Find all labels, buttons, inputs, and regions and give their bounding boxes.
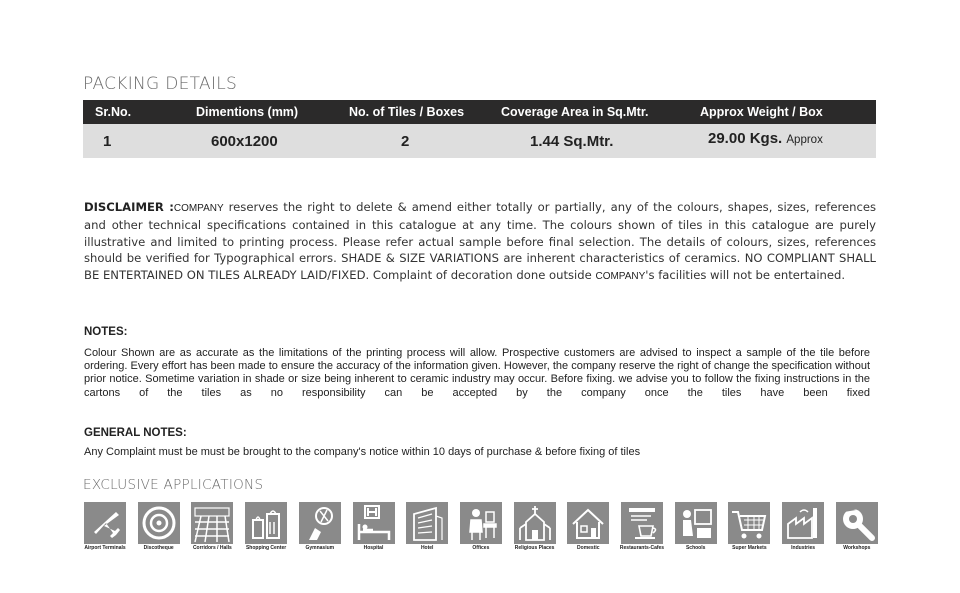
disclaimer-text-1: reserves the right to delete & amend either totally or partially, any of the colours, shapes, sizes, references and other technical specifications contained in this catalogue at any time. The colours shown of tiles in this catalogue are purely illustrative and limited to printing process. Please refer actual sample before final selection. The details of colours, sizes, references should be verified for Typographical errors. SHADE & SIZE VARIATIONS are inherent characteristics of ceramics. NO COMPLIANT SHALL BE ENTERTAINED ON TILES ALREADY LAID/FIXED. Complaint of decoration done outside: [84, 200, 877, 282]
office-icon: [460, 502, 502, 544]
cafe-icon: [621, 502, 663, 544]
application-wrench: [835, 502, 883, 558]
airplane-icon: [84, 502, 126, 544]
hospital-icon: [353, 502, 395, 544]
house-icon: [567, 502, 609, 544]
application-disc: [137, 502, 185, 558]
applications-grid: [83, 502, 878, 558]
school-icon: [675, 502, 717, 544]
exclusive-applications-title: EXCLUSIVE APPLICATIONS: [83, 477, 264, 493]
disclaimer-text-2: 's facilities will not be entertained.: [645, 267, 846, 282]
application-shopping: [244, 502, 292, 558]
disclaimer: [84, 199, 876, 285]
header-coverage: Coverage Area in Sq.Mtr.: [501, 105, 649, 119]
application-hospital: [352, 502, 400, 558]
cart-icon: [728, 502, 770, 544]
disc-icon: [138, 502, 180, 544]
application-label: Offices: [472, 545, 490, 551]
packing-table: [83, 100, 876, 158]
header-sr-no: Sr.No.: [95, 105, 132, 119]
packing-details-title: PACKING DETAILS: [83, 74, 238, 94]
application-cafe: [620, 502, 668, 558]
hotel-icon: [406, 502, 448, 544]
application-religious: [513, 502, 561, 558]
application-label: Super Markets: [732, 545, 767, 551]
factory-icon: [782, 502, 824, 544]
shopping-icon: [245, 502, 287, 544]
application-label: Discotheque: [143, 545, 174, 551]
notes-label: NOTES:: [84, 326, 128, 338]
cell-weight: [708, 130, 823, 147]
disclaimer-company: COMPANY: [173, 203, 224, 214]
application-label: Corridors / Halls: [192, 545, 232, 551]
application-label: Schools: [685, 545, 706, 551]
religious-icon: [514, 502, 556, 544]
application-label: Religious Places: [514, 545, 555, 551]
general-notes-label: GENERAL NOTES:: [84, 427, 187, 439]
application-gymnasium: [298, 502, 346, 558]
application-school: [674, 502, 722, 558]
gymnasium-icon: [299, 502, 341, 544]
packing-table-row: [83, 124, 876, 158]
application-label: Hotel: [420, 545, 434, 551]
cell-weight-value: 29.00 Kgs.: [708, 130, 783, 147]
cell-tiles-per-box: 2: [401, 132, 410, 150]
application-house: [566, 502, 614, 558]
application-label: Hospital: [363, 545, 384, 551]
application-label: Restaurants-Cafes: [619, 545, 665, 551]
application-label: Workshops: [843, 545, 871, 551]
header-tiles-per-box: No. of Tiles / Boxes: [349, 105, 465, 119]
header-weight: Approx Weight / Box: [700, 105, 823, 119]
cell-sr-no: 1: [103, 132, 112, 150]
application-corridor: [190, 502, 238, 558]
cell-coverage: 1.44 Sq.Mtr.: [530, 132, 614, 150]
application-factory: [781, 502, 829, 558]
notes-text: Colour Shown are as accurate as the limitations of the printing process will allow. Prospective customers are advised to inspect a sample of the tile before ordering. Every effort has been made to ensure the accuracy of the information given. However, the company reserve the right of change the specification without prior notice. Sometime variation in shade or size being inherent to ceramic industry may occur. Before fixing. we advise you to follow the fixing instructions in the cartons of the tiles as no responsibility can be accepted by the company once the tiles have been fixed: [84, 347, 870, 399]
disclaimer-company-2: COMPANY: [595, 270, 646, 282]
disclaimer-label: DISCLAIMER :: [84, 200, 174, 214]
application-office: [459, 502, 507, 558]
application-label: Gymnasium: [305, 545, 335, 551]
corridor-icon: [191, 502, 233, 544]
application-label: Domestic: [577, 545, 600, 551]
wrench-icon: [836, 502, 878, 544]
application-airplane: [83, 502, 131, 558]
application-label: Airport Terminals: [84, 545, 126, 551]
application-label: Shopping Center: [245, 545, 287, 551]
cell-weight-suffix: Approx: [786, 134, 823, 146]
general-notes-text: Any Complaint must be must be brought to the company's notice within 10 days of purchase & before fixing of tiles: [84, 446, 641, 458]
application-label: Industries: [791, 545, 816, 551]
application-cart: [727, 502, 775, 558]
cell-dimensions: 600x1200: [211, 132, 278, 150]
application-hotel: [405, 502, 453, 558]
header-dimensions: Dimentions (mm): [196, 105, 299, 119]
packing-table-header: [83, 100, 876, 124]
